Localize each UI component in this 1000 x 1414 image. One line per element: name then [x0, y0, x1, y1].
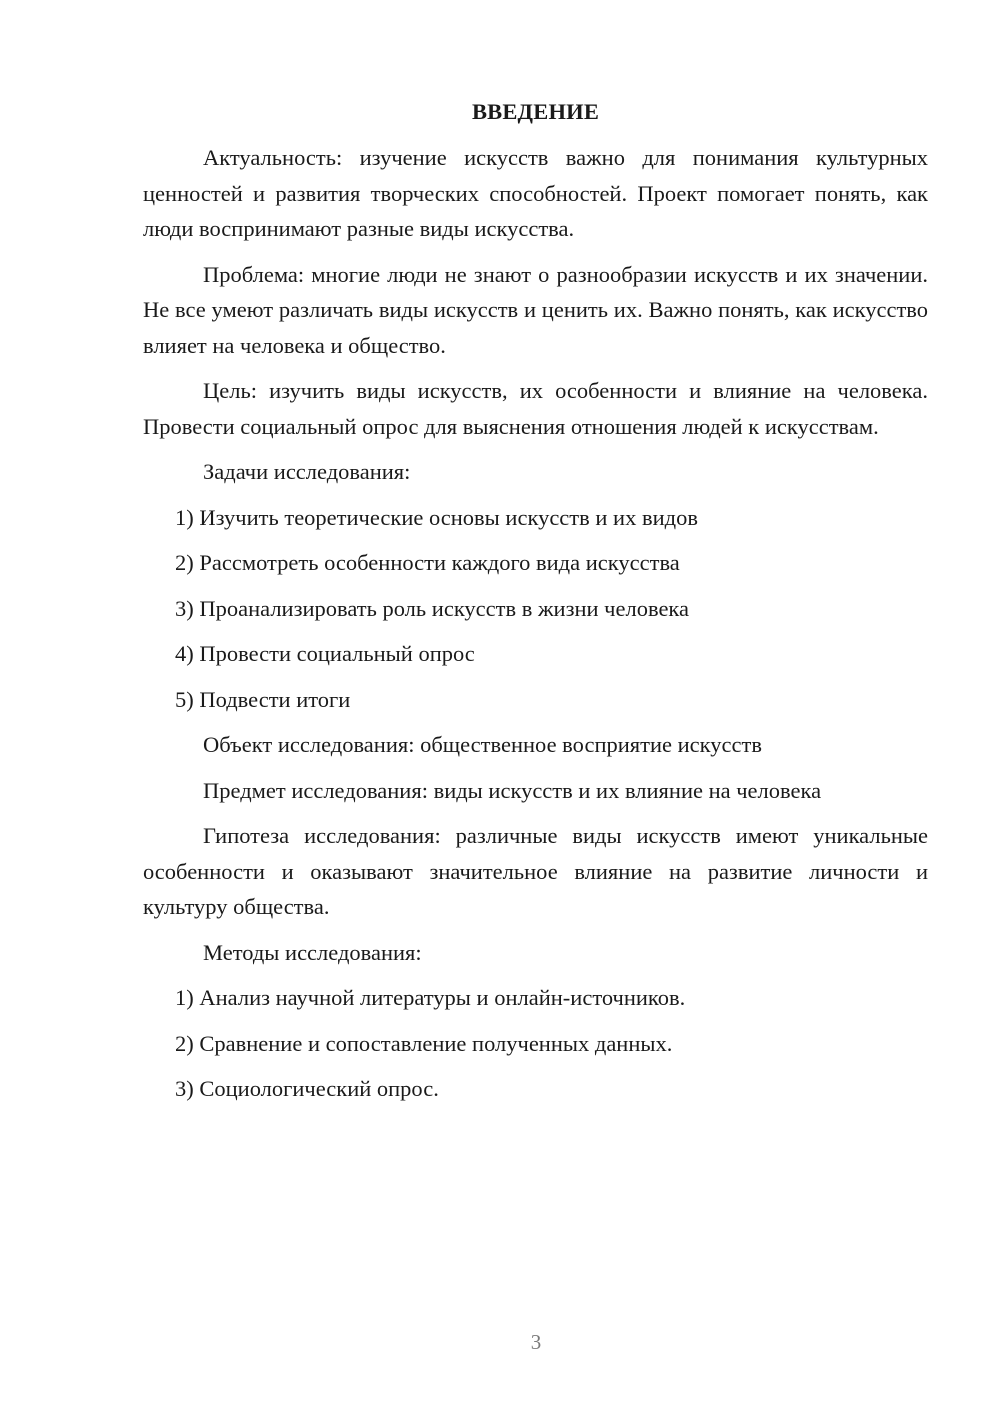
methods-heading: Методы исследования: [203, 939, 422, 965]
method-item: 3) Социологический опрос. [175, 1076, 439, 1101]
tasks-list [143, 500, 928, 718]
goal-paragraph: Цель: изучить виды искусств, их особенности и влияние на человека. Провести социальный опрос для выяснения отношения людей к искусствам. [143, 378, 928, 439]
task-item: 2) Рассмотреть особенности каждого вида искусства [175, 550, 680, 575]
relevance-paragraph: Актуальность: изучение искусств важно для понимания культурных ценностей и развития творческих способностей. Проект помогает понять, как люди воспринимают разные виды искусства. [143, 145, 928, 241]
page-number: 3 [530, 1330, 542, 1354]
task-item: 5) Подвести итоги [175, 686, 351, 712]
tasks-heading: Задачи исследования: [203, 459, 411, 484]
section-title: ВВЕДЕНИЕ [471, 99, 600, 124]
task-item: 3) Проанализировать роль искусств в жизни человека [175, 595, 690, 621]
problem-paragraph: Проблема: многие люди не знают о разнообразии искусств и их значении. Не все умеют различать виды искусств и ценить их. Важно понять, как искусство влияет на человека и общество. [143, 261, 928, 358]
subject-line: Предмет исследования: виды искусств и их влияние на человека [203, 777, 822, 803]
methods-list [143, 980, 928, 1107]
hypothesis-paragraph: Гипотеза исследования: различные виды искусств имеют уникальные особенности и оказывают значительное влияние на развитие личности и культуру общества. [143, 823, 928, 919]
task-item: 1) Изучить теоретические основы искусств и их видов [175, 504, 698, 530]
method-item: 2) Сравнение и сопоставление полученных данных. [175, 1030, 673, 1056]
page-content [143, 94, 928, 1117]
method-item: 1) Анализ научной литературы и онлайн-источников. [175, 985, 686, 1010]
task-item: 4) Провести социальный опрос [175, 641, 475, 666]
object-line: Объект исследования: общественное восприятие искусств [203, 732, 762, 757]
